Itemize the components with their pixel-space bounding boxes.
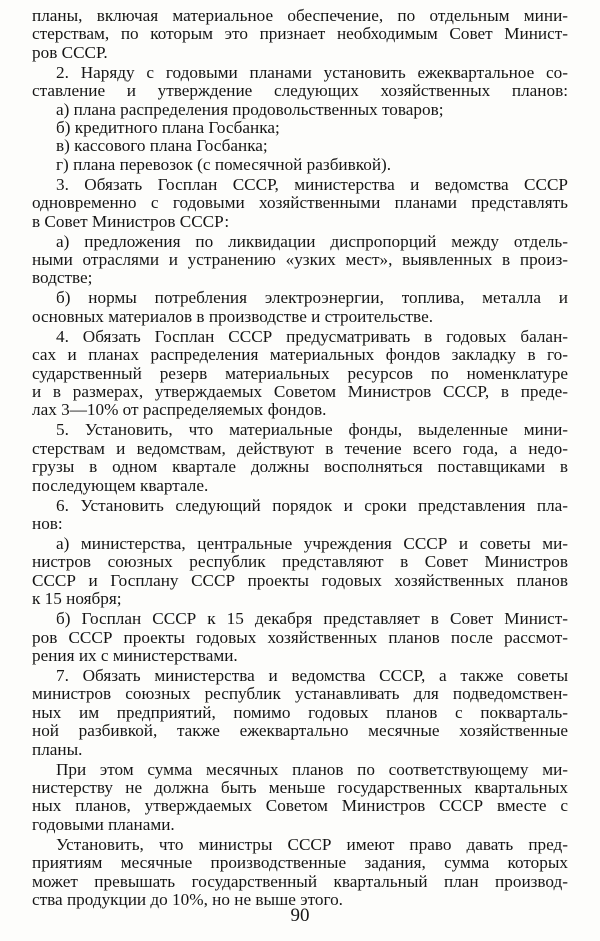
text-line: 7. Обязать министерства и ведомства СССР, а также советы — [56, 666, 568, 685]
text-line: приятиям месячные производственные задания, сумма которых — [32, 853, 568, 873]
text-line: нистерству не должна быть меньше государственных квартальных — [32, 778, 568, 797]
text-line: сах и планах распределения материальных фондов закладку в го- — [32, 345, 568, 365]
text-line: г) плана перевозок (с помесячной разбивкой). — [56, 154, 392, 174]
text-line: нов: — [32, 514, 63, 533]
text-line: министров союзных республик устанавливать для подведомствен- — [32, 684, 568, 704]
text-line: последующем квартале. — [32, 475, 209, 495]
text-line: основных материалов в производстве и строительстве. — [32, 306, 434, 326]
text-line: стерствам, по которым это признает необходимым Совет Минист- — [32, 24, 568, 44]
text-line: в) кассового плана Госбанка; — [56, 136, 268, 156]
text-line: ров СССР проекты годовых хозяйственных планов после рассмот- — [32, 627, 568, 647]
text-line: Установить, что министры СССР имеют право давать пред- — [56, 834, 568, 854]
text-line: планы, включая материальное обеспечение, по отдельным мини- — [32, 6, 568, 25]
text-line: 2. Наряду с годовыми планами установить ежеквартальное со- — [56, 62, 568, 82]
text-line: к 15 ноября; — [32, 589, 122, 609]
text-line: сударственный резерв материальных ресурсов по номенклатуре — [32, 363, 568, 383]
text-line: ров СССР. — [32, 42, 108, 62]
text-line: планы. — [32, 739, 83, 759]
text-line: в Совет Министров СССР: — [32, 211, 230, 231]
text-line: б) кредитного плана Госбанка; — [56, 118, 280, 137]
text-line: 6. Установить следующий порядок и сроки представления пла- — [56, 495, 568, 515]
text-line: а) предложения по ликвидации диспропорций между отдель- — [56, 231, 568, 251]
text-line: СССР и Госплану СССР проекты годовых хозяйственных планов — [32, 570, 568, 590]
text-line: б) нормы потребления электроэнергии, топлива, металла и — [56, 288, 568, 308]
text-line: лах 3—10% от распределяемых фондов. — [32, 400, 327, 420]
text-line: ных им предприятий, помимо годовых планов с покварталь- — [32, 702, 568, 722]
text-line: а) министерства, центральные учреждения СССР и советы ми- — [56, 534, 568, 553]
text-line: ства продукции до 10%, но не выше этого. — [32, 890, 343, 909]
page-number: 90 — [290, 905, 310, 926]
text-line: а) плана распределения продовольственных товаров; — [56, 99, 444, 119]
text-line: годовыми планами. — [32, 814, 175, 834]
text-line: ных планов, утверждаемых Советом Министров СССР вместе с — [32, 796, 568, 816]
text-line: нистров союзных республик представляют в Совет Министров — [32, 552, 568, 572]
text-line: 3. Обязать Госплан СССР, министерства и ведомства СССР — [56, 174, 568, 194]
text-line: ными отраслями и устранению «узких мест», выявленных в произ- — [32, 250, 568, 269]
text-line: одновременно с годовыми хозяйственными планами представлять — [32, 193, 568, 213]
text-line: б) Госплан СССР к 15 декабря представляет в Совет Минист- — [56, 609, 568, 629]
text-line: грузы в одном квартале должны восполняться поставщиками в — [32, 457, 568, 477]
text-line: 5. Установить, что материальные фонды, выделенные мини- — [56, 420, 568, 440]
text-line: ной разбивкой, также ежеквартально месячные хозяйственные — [32, 721, 568, 741]
text-line: ставление и утверждение следующих хозяйственных планов: — [32, 81, 568, 101]
text-line: рения их с министерствами. — [32, 646, 238, 665]
text-line: и в размерах, утверждаемых Советом Министров СССР, в преде- — [32, 382, 568, 401]
text-line: стерствам и ведомствам, действуют в течение всего года, а недо- — [32, 438, 568, 458]
text-line: При этом сумма месячных планов по соответствующему ми- — [56, 759, 568, 779]
text-line: может превышать государственный квартальный план производ- — [32, 871, 568, 891]
text-line: водстве; — [32, 268, 93, 288]
text-line: 4. Обязать Госплан СССР предусматривать в годовых балан- — [56, 326, 568, 346]
